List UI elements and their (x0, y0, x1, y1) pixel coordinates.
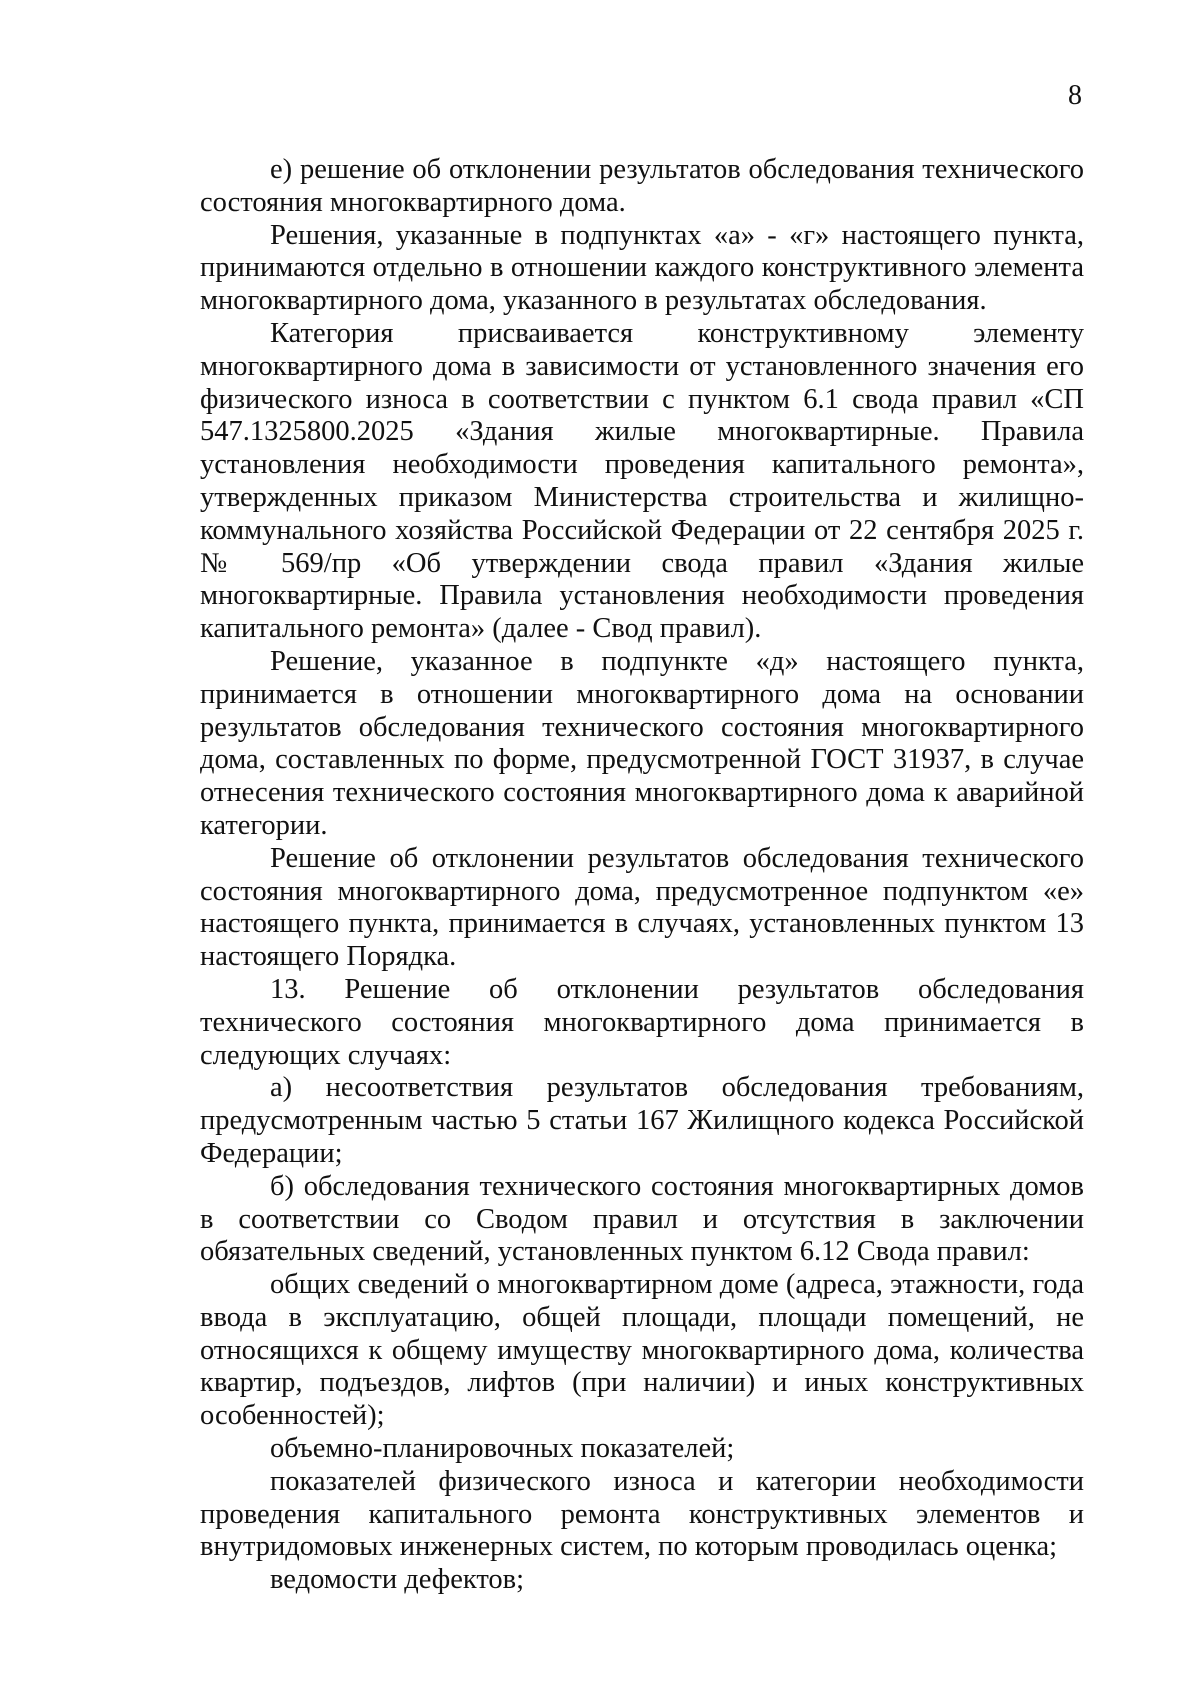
paragraph-general-info: общих сведений о многоквартирном доме (адреса, этажности, года ввода в эксплуатацию, общей площади, площади помещений, не относящихся к общему имуществу многоквартирного дома, количества квартир, подъездов, лифтов (при наличии) и иных конструктивных особенностей); (200, 1269, 1084, 1432)
paragraph-section-13: 13. Решение об отклонении результатов обследования технического состояния многоквартирного дома принимается в следующих случаях: (200, 973, 1084, 1071)
paragraph-planning-indicators: объемно-планировочных показателей; (270, 1433, 735, 1465)
paragraph-item-a: а) несоответствия результатов обследования требованиям, предусмотренным частью 5 статьи 167 Жилищного кодекса Российской Федерации; (200, 1072, 1084, 1169)
paragraph-defects-list: ведомости дефектов; (270, 1564, 525, 1596)
paragraph-item-b: б) обследования технического состояния многоквартирных домов в соответствии со Сводом правил и отсутствия в заключении обязательных сведений, установленных пунктом 6.12 Свода правил: (200, 1170, 1084, 1268)
page-number: 8 (1068, 80, 1082, 111)
paragraph-item-e: е) решение об отклонении результатов обследования технического состояния многоквартирного дома. (200, 154, 1084, 218)
paragraph-wear-indicators: показателей физического износа и категории необходимости проведения капитального ремонта конструктивных элементов и внутридомовых инженерных систем, по которым проводилась оценка; (200, 1465, 1084, 1563)
document-body (200, 154, 1084, 1597)
paragraph-category: Категория присваивается конструктивному элементу многоквартирного дома в зависимости от установленного значения его физического износа в соответствии с пунктом 6.1 свода правил «СП 547.1325800.2025 «Здания жилые многоквартирные. Правила установления необходимости проведения капитального ремонта», утвержденных приказом Министерства строительства и жилищно-коммунального хозяйства Российской Федерации от 22 сентября 2025 г. № 569/пр «Об утверждении свода правил «Здания жилые многоквартирные. Правила установления необходимости проведения капитального ремонта» (далее - Свод правил). (200, 317, 1084, 645)
paragraph-decision-e: Решение об отклонении результатов обследования технического состояния многоквартирного дома, предусмотренное подпунктом «е» настоящего пункта, принимается в случаях, установленных пунктом 13 настоящего Порядка. (200, 842, 1084, 973)
paragraph-decision-d: Решение, указанное в подпункте «д» настоящего пункта, принимается в отношении многоквартирного дома на основании результатов обследования технического состояния многоквартирного дома, составленных по форме, предусмотренной ГОСТ 31937, в случае отнесения технического состояния многоквартирного дома к аварийной категории. (200, 645, 1084, 841)
paragraph-decisions: Решения, указанные в подпунктах «а» - «г» настоящего пункта, принимаются отдельно в отношении каждого конструктивного элемента многоквартирного дома, указанного в результатах обследования. (200, 219, 1084, 317)
